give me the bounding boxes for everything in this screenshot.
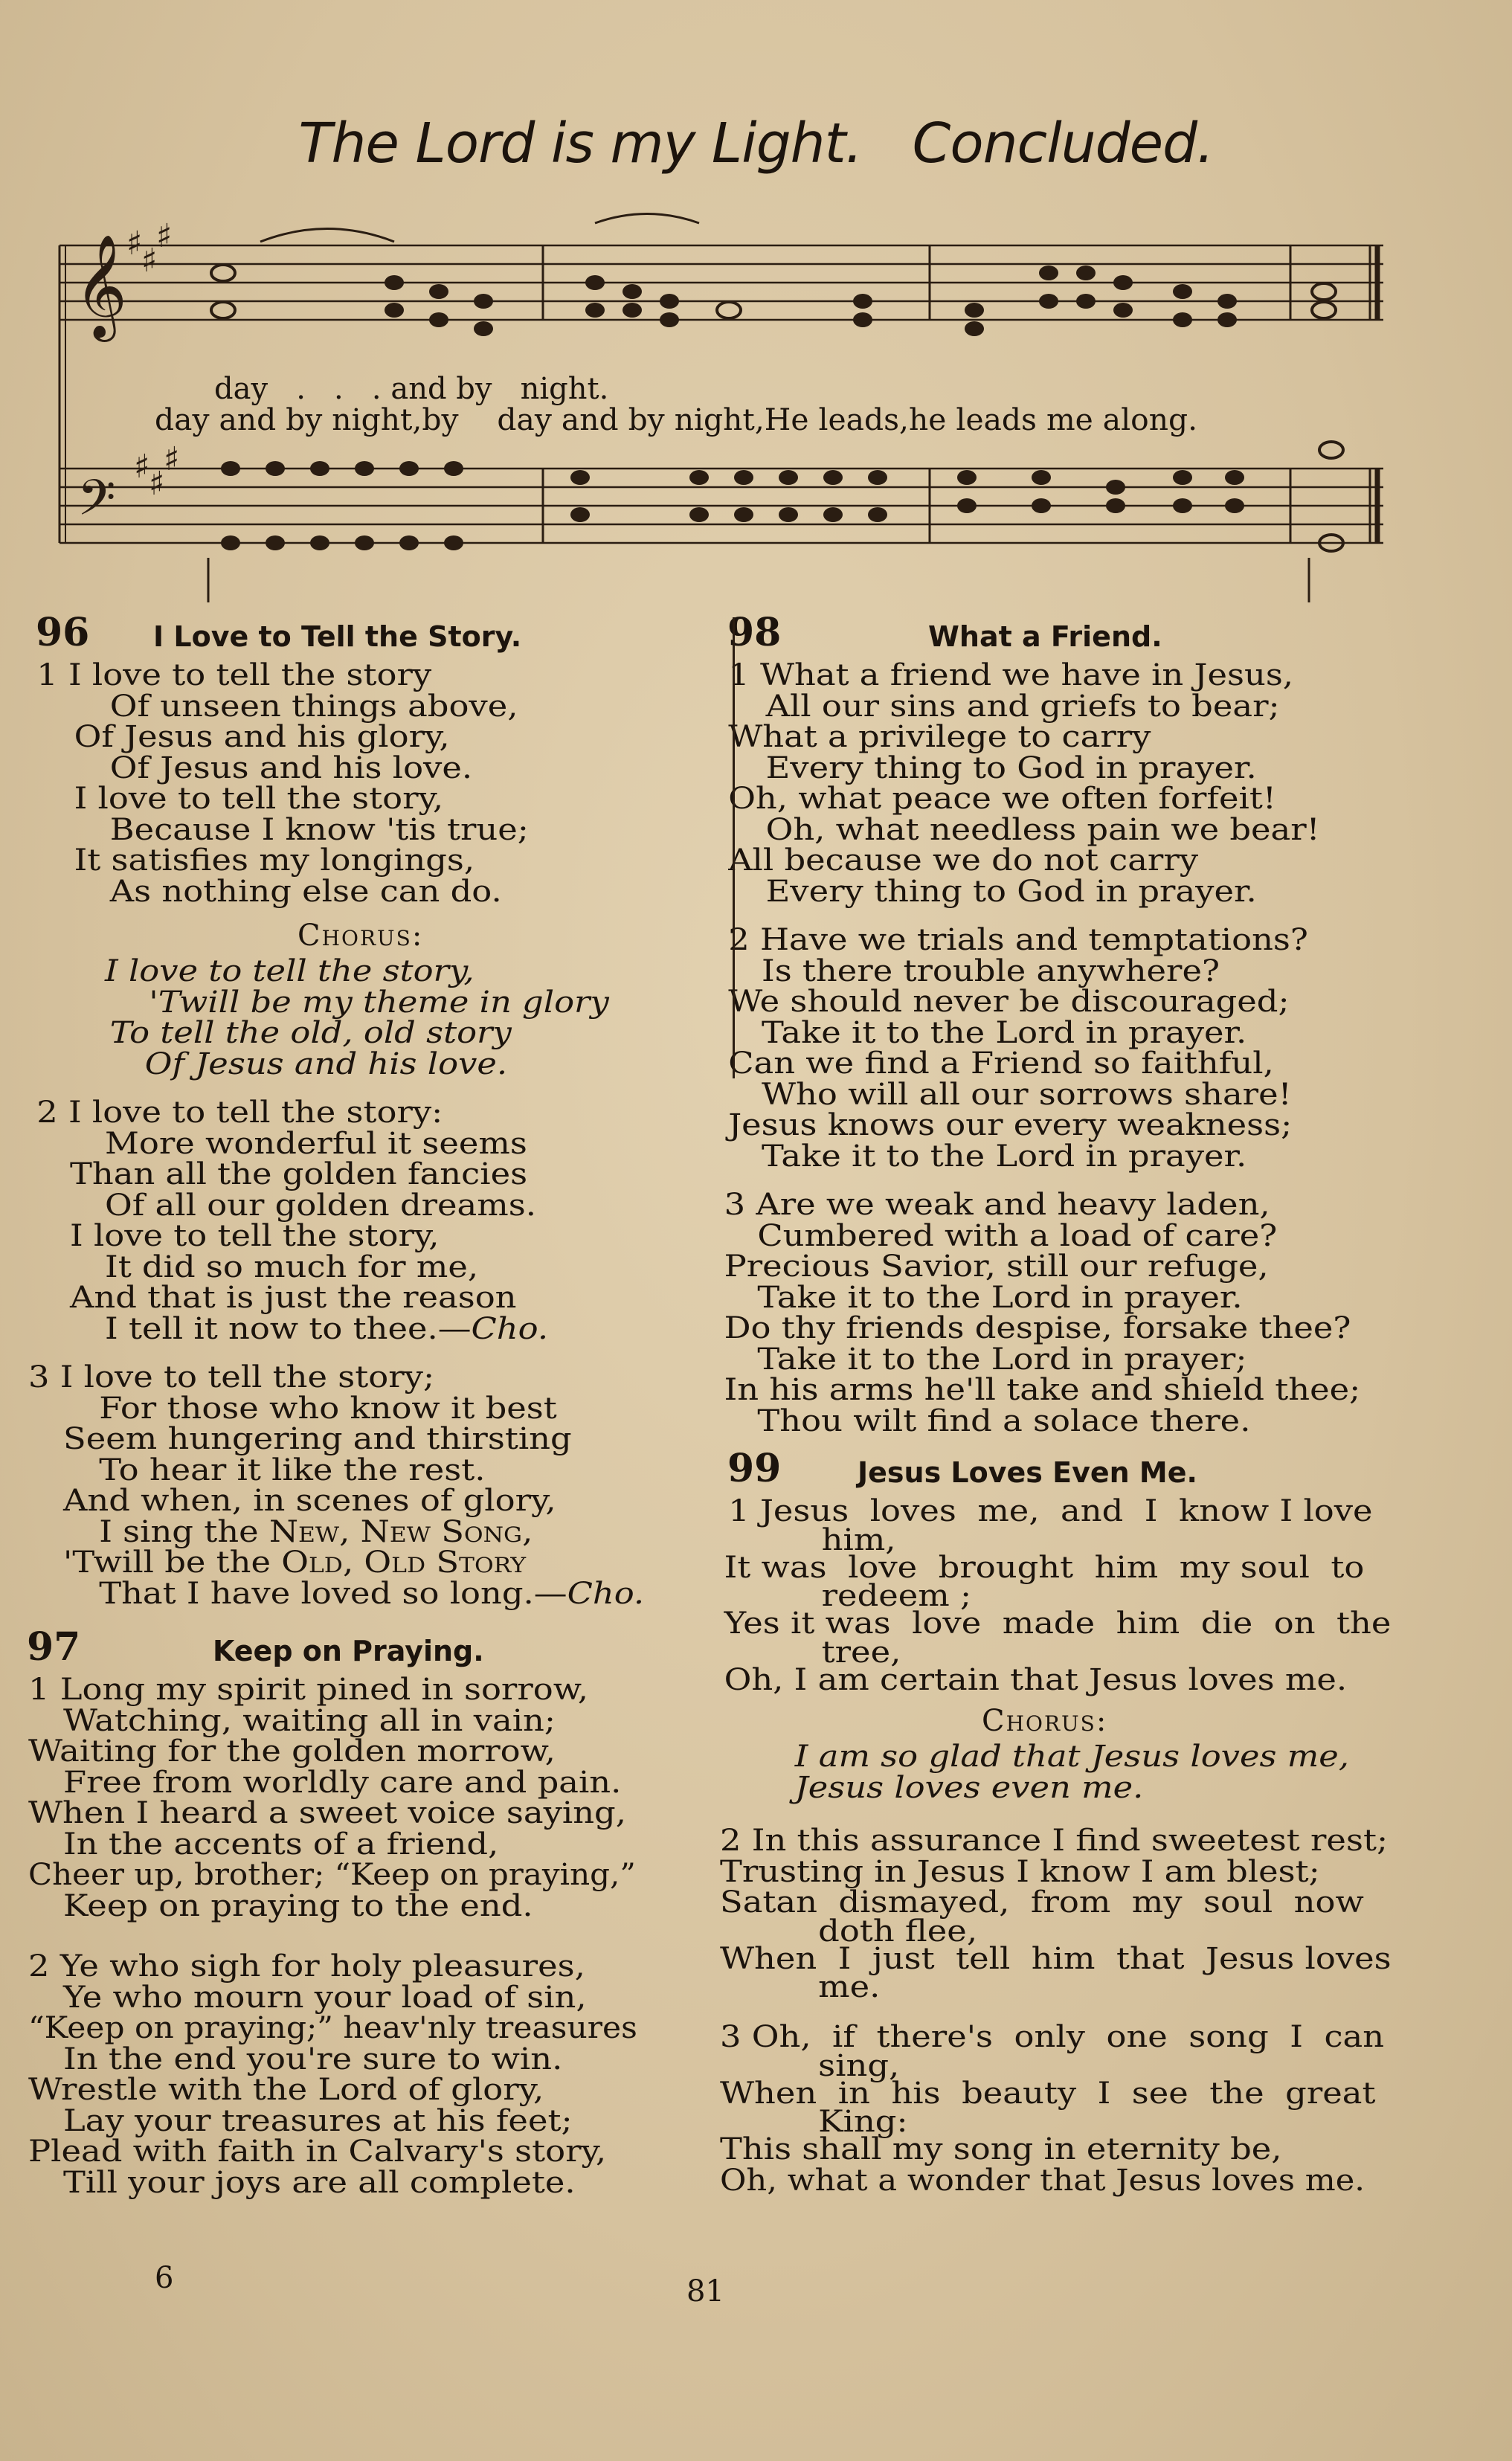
verse-line: When in his beauty I see the great (720, 2076, 1376, 2111)
hymn-99-chorus (720, 1742, 1479, 1804)
verse-line: This shall my song in eternity be, (720, 2132, 1282, 2166)
verse-line: him, (821, 1522, 896, 1557)
verse-line: 2 I love to tell the story: (36, 1096, 443, 1130)
verse-line: redeem ; (821, 1579, 972, 1613)
verse-line: Free from worldly care and pain. (63, 1765, 622, 1800)
page-title: The Lord is my Light. Concluded. (298, 112, 1214, 176)
verse-line: I love to tell the story, (74, 782, 444, 816)
verse-line: tree, (821, 1635, 901, 1670)
verse-line: Cumbered with a load of care? (757, 1218, 1278, 1253)
column-right (720, 610, 1479, 2196)
verse-line: Till your joys are all complete. (63, 2165, 576, 2200)
hymn-99-verse-2 (720, 1824, 1479, 2004)
verse-line: Watching, waiting all in vain; (63, 1703, 556, 1738)
hymn-title: Keep on Praying. (213, 1635, 484, 1667)
verse-line: Oh, what a wonder that Jesus loves me. (720, 2163, 1365, 2198)
verse-line: 'Twill be the (63, 1545, 282, 1580)
verse-line: 2 In this assurance I find sweetest rest; (720, 1824, 1389, 1858)
verse-line: In the accents of a friend, (63, 1827, 499, 1862)
verse-line: doth flee, (818, 1914, 978, 1949)
verse-line: 1 I love to tell the story (36, 658, 432, 692)
chorus-label: Chorus: (982, 1704, 1108, 1738)
verse-line: Waiting for the golden morrow, (28, 1734, 556, 1769)
hymn-number: 96 (36, 610, 90, 655)
verse-line: All because we do not carry (728, 843, 1199, 878)
verse-line: Oh, what peace we often forfeit! (728, 782, 1276, 816)
verse-line: I love to tell the story, (70, 1219, 440, 1253)
hymn-98-header (720, 610, 1479, 660)
verse-line: Wrestle with the Lord of glory, (28, 2073, 544, 2107)
verse-line: Of all our golden dreams. (105, 1188, 536, 1223)
verse-line: Yes it was love made him die on the (724, 1606, 1392, 1641)
hymn-98-verse-3 (720, 1190, 1479, 1437)
verse-line: Trusting in Jesus I know I am blest; (720, 1854, 1320, 1889)
verse-line: When I heard a sweet voice saying, (28, 1796, 626, 1830)
verse-line: As nothing else can do. (109, 874, 502, 909)
verse-line: Is there trouble anywhere? (762, 953, 1220, 988)
verse-line: Do thy friends despise, forsake thee? (724, 1311, 1351, 1345)
new-song-text: New, New Song, (268, 1514, 533, 1549)
column-divider (733, 617, 735, 1078)
hymn-97-verse-2 (28, 1949, 712, 2200)
verse-line: Seem hungering and thirsting (63, 1422, 572, 1456)
verse-line: And that is just the reason (70, 1281, 517, 1315)
stems (208, 558, 1309, 602)
verse-line: Of Jesus and his love. (109, 750, 473, 785)
verse-line: To hear it like the rest. (99, 1453, 486, 1487)
verse-line: In his arms he'll take and shield thee; (724, 1373, 1361, 1407)
hymn-99-verse-1 (720, 1496, 1479, 1696)
hymn-96-header (28, 610, 712, 660)
verse-line: Take it to the Lord in prayer; (757, 1342, 1247, 1377)
verse-line: All our sins and griefs to bear; (765, 689, 1280, 724)
music-lyric-line-2: day and by night,by day and by night,He leads,he leads me along. (155, 403, 1198, 437)
verse-line: Thou wilt find a solace there. (757, 1403, 1251, 1438)
chorus-line: I love to tell the story, (105, 954, 474, 988)
hymn-96-verse-3 (28, 1360, 712, 1611)
hymn-96-chorus (28, 956, 712, 1080)
hymn-99-header (720, 1446, 1479, 1496)
verse-line: 2 Have we trials and temptations? (728, 923, 1308, 957)
verse-line: sing, (818, 2048, 900, 2083)
verse-line: It satisfies my longings, (74, 843, 475, 878)
verse-line: Take it to the Lord in prayer. (762, 1139, 1247, 1174)
verse-line: 2 Ye who sigh for holy pleasures, (28, 1949, 585, 1984)
verse-line: King: (818, 2105, 908, 2139)
hymn-number: 98 (727, 610, 782, 655)
hymn-98-verse-1 (720, 660, 1479, 907)
verse-line: When I just tell him that Jesus loves (720, 1941, 1392, 1976)
verse-line: We should never be discouraged; (728, 985, 1290, 1019)
svg-text:♯: ♯ (156, 217, 173, 255)
page-number: 81 (686, 2274, 724, 2309)
verse-line: Satan dismayed, from my soul now (720, 1885, 1364, 1920)
hymn-title: I Love to Tell the Story. (153, 620, 522, 653)
verse-line: Than all the golden fancies (70, 1157, 528, 1191)
verse-line: 3 Oh, if there's only one song I can (720, 2020, 1385, 2054)
verse-line: I sing the (99, 1514, 269, 1549)
hymn-96-verse-1 (28, 660, 712, 907)
chorus-line: To tell the old, old story (109, 1016, 512, 1050)
hymn-96-verse-2 (28, 1098, 712, 1345)
verse-line: 3 Are we weak and heavy laden, (724, 1188, 1270, 1222)
verse-line: What a privilege to carry (728, 720, 1151, 754)
verse-line: Precious Savior, still our refuge, (724, 1249, 1269, 1284)
chorus-line: I am so glad that Jesus loves me, (794, 1740, 1349, 1774)
svg-text:♯: ♯ (126, 225, 143, 263)
bass-clef-icon: 𝄢 (77, 469, 116, 538)
verse-line: I tell it now to thee.— (105, 1311, 472, 1346)
verse-line: “Keep on praying;” heav'nly treasures (28, 2011, 637, 2045)
signature-mark: 6 (155, 2261, 174, 2295)
music-lyric-line-1: day . . . and by night. (214, 372, 609, 406)
svg-text:♯: ♯ (134, 448, 150, 486)
svg-text:♯: ♯ (149, 465, 165, 503)
verse-line: Keep on praying to the end. (63, 1888, 533, 1923)
verse-line: Take it to the Lord in prayer. (762, 1015, 1247, 1050)
verse-line: In the end you're sure to win. (63, 2042, 563, 2076)
verse-line: Of Jesus and his glory, (74, 720, 450, 754)
verse-line: Oh, what needless pain we bear! (765, 812, 1320, 847)
verse-line: It did so much for me, (105, 1249, 479, 1284)
verse-line: Every thing to God in prayer. (765, 874, 1257, 909)
column-left (28, 610, 712, 2198)
verse-line: Every thing to God in prayer. (765, 750, 1257, 785)
treble-clef-icon: 𝄞 (74, 234, 127, 338)
hymn-number: 97 (27, 1624, 81, 1670)
hymn-number: 99 (727, 1446, 782, 1491)
verse-line: Take it to the Lord in prayer. (757, 1280, 1243, 1315)
hymn-title: What a Friend. (928, 620, 1162, 653)
hymn-97-verse-1 (28, 1675, 712, 1922)
chorus-line: 'Twill be my theme in glory (149, 985, 609, 1020)
cho-ref: Cho. (567, 1576, 645, 1611)
verse-line: 3 I love to tell the story; (28, 1360, 435, 1394)
cho-ref: Cho. (471, 1311, 549, 1346)
verse-line: Cheer up, brother; “Keep on praying,” (28, 1858, 636, 1892)
key-signature (126, 217, 179, 503)
old-story-text: Old, Old Story (281, 1545, 527, 1580)
verse-line: 1 What a friend we have in Jesus, (728, 658, 1294, 692)
verse-line: More wonderful it seems (105, 1126, 527, 1161)
treble-staff (59, 245, 1383, 320)
verse-line: And when, in scenes of glory, (63, 1484, 556, 1518)
hymn-title: Jesus Loves Even Me. (858, 1456, 1197, 1489)
hymn-98-verse-2 (720, 925, 1479, 1172)
verse-line: Can we find a Friend so faithful, (728, 1046, 1274, 1081)
verse-line: 1 Long my spirit pined in sorrow, (28, 1673, 589, 1707)
verse-line: me. (818, 1970, 881, 2004)
verse-line: Who will all our sorrows share! (762, 1077, 1292, 1112)
hymn-97-header (28, 1624, 712, 1675)
verse-line: Because I know 'tis true; (109, 812, 529, 847)
verse-line: Jesus knows our every weakness; (728, 1108, 1293, 1142)
verse-line: For those who know it best (99, 1391, 557, 1426)
chorus-label: Chorus: (297, 919, 424, 953)
verse-line: Oh, I am certain that Jesus loves me. (724, 1662, 1348, 1697)
svg-text:♯: ♯ (164, 440, 180, 478)
verse-line: Plead with faith in Calvary's story, (28, 2135, 607, 2169)
verse-line: Ye who mourn your load of sin, (63, 1980, 587, 2015)
verse-line: It was love brought him my soul to (724, 1550, 1365, 1585)
verse-line: Of unseen things above, (109, 689, 518, 724)
verse-line: 1 Jesus loves me, and I know I love (728, 1494, 1373, 1528)
chorus-line: Jesus loves even me. (794, 1770, 1144, 1805)
slurs (260, 214, 699, 242)
svg-text:♯: ♯ (141, 242, 158, 280)
verse-line: Lay your treasures at his feet; (63, 2103, 573, 2138)
chorus-line: Of Jesus and his love. (144, 1046, 508, 1081)
hymn-99-verse-3 (720, 2022, 1479, 2196)
verse-line: That I have loved so long.— (99, 1576, 567, 1611)
